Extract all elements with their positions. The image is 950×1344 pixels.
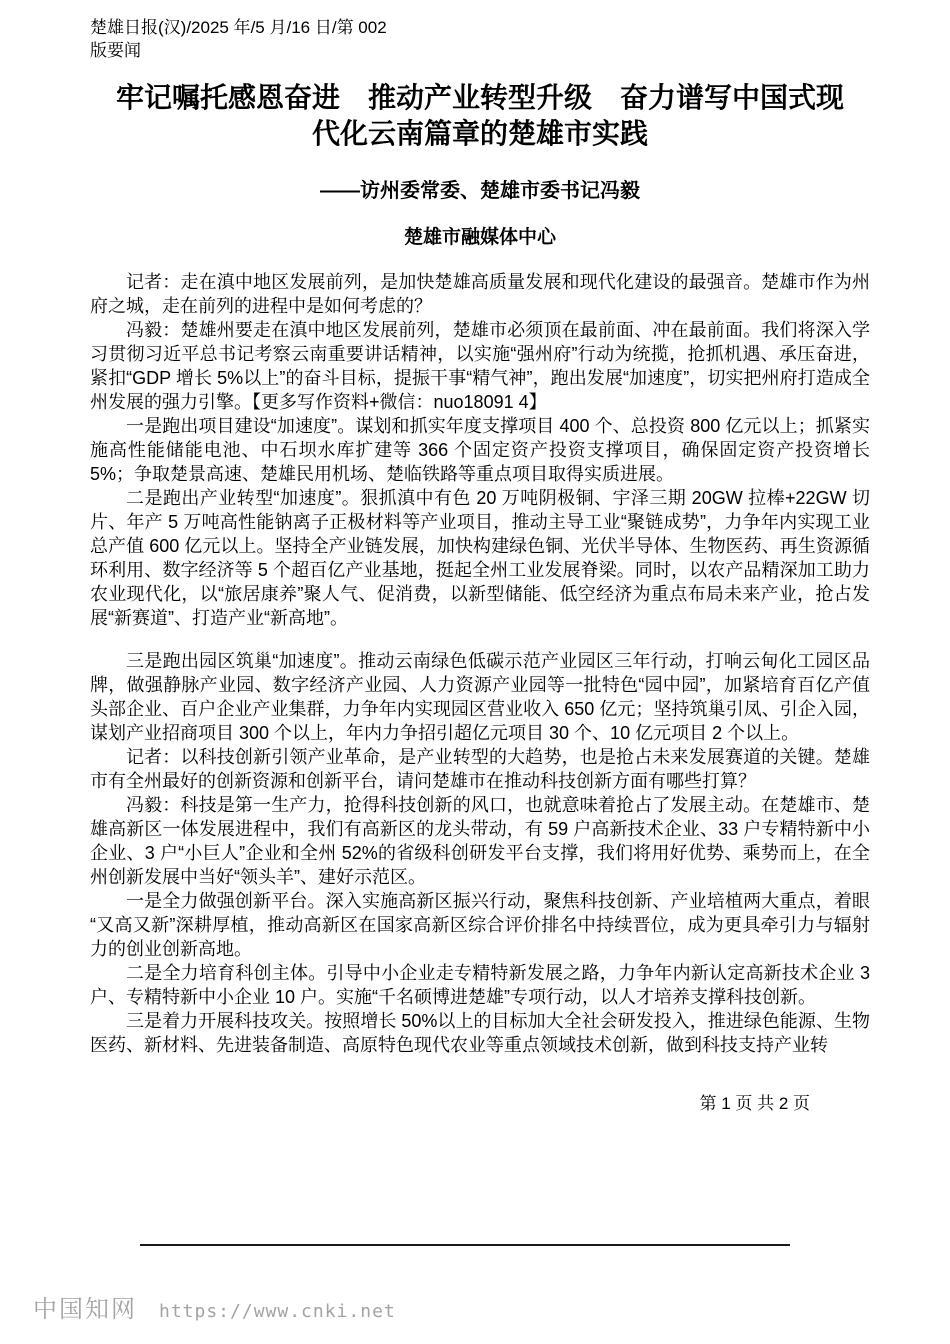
article-paragraph: 二是跑出产业转型“加速度”。狠抓滇中有色 20 万吨阴极铜、宇泽三期 20GW 拉棒+22GW 切片、年产 5 万吨高性能钠离子正极材料等产业项目，推动主导工业“聚链成势”，力争年内实现工业总产值 600 亿元以上。坚持全产业链发展，加快构建绿色铜、光伏半导体、生物医药、再生资源循环利用、数字经济等 5 个超百亿产业基地，挺起全州工业发展脊梁。同时，以农产品精深加工助力农业现代化，以“旅居康养”聚人气、促消费，以新型储能、低空经济为重点布局未来产业，抢占发展“新赛道”、打造产业“新高地”。 bbox=[90, 488, 870, 628]
article-paragraph: 一是全力做强创新平台。深入实施高新区振兴行动，聚焦科技创新、产业培植两大重点，着眼“又高又新”深耕厚植，推动高新区在国家高新区综合评价排名中持续晋位，成为更具牵引力与辐射力的创业创新高地。 bbox=[90, 891, 870, 959]
article-paragraph: 一是跑出项目建设“加速度”。谋划和抓实年度支撑项目 400 个、总投资 800 亿元以上；抓紧实施高性能储能电池、中石坝水库扩建等 366 个固定资产投资支撑项目，确保固定资产投资增长 5%；争取楚景高速、楚雄民用机场、楚临铁路等重点项目取得实质进展。 bbox=[90, 416, 870, 484]
article-paragraph: 记者：以科技创新引领产业革命，是产业转型的大趋势，也是抢占未来发展赛道的关键。楚雄市有全州最好的创新资源和创新平台，请问楚雄市在推动科技创新方面有哪些打算？ bbox=[90, 747, 870, 791]
cnki-watermark bbox=[33, 1289, 396, 1324]
article-paragraph: 记者：走在滇中地区发展前列，是加快楚雄高质量发展和现代化建设的最强音。楚雄市作为州府之城，走在前列的进程中是如何考虑的？ bbox=[90, 272, 870, 316]
article-author: 楚雄市融媒体中心 bbox=[403, 227, 556, 248]
document-content bbox=[90, 16, 870, 1115]
article-paragraph: 冯毅：楚雄州要走在滇中地区发展前列，楚雄市必须顶在最前面、冲在最前面。我们将深入学习贯彻习近平总书记考察云南重要讲话精神，以实施“强州府”行动为统揽，抢抓机遇、承压奋进，紧扣“GDP 增长 5%以上”的奋斗目标，提振干事“精气神”，跑出发展“加速度”，切实把州府打造成全州发展的强力引擎。【更多写作资料+微信：nuo18091 4】 bbox=[90, 320, 870, 412]
source-header-line2: 版要闻 bbox=[90, 41, 141, 60]
article-paragraph: 冯毅：科技是第一生产力，抢得科技创新的风口，也就意味着抢占了发展主动。在楚雄市、楚雄高新区一体发展进程中，我们有高新区的龙头带动，有 59 户高新技术企业、33 户专精特新中小企业、3 户“小巨人”企业和全州 52%的省级科创研发平台支撑，我们将用好优势、乘势而上，在全州创新发展中当好“领头羊”、建好示范区。 bbox=[90, 795, 870, 887]
cnki-brand-logo: 中国知网 bbox=[33, 1297, 137, 1323]
page-separator-line bbox=[140, 1244, 790, 1246]
cnki-url: https://www.cnki.net bbox=[159, 1301, 396, 1322]
article-title bbox=[90, 80, 870, 152]
page-number: 第 1 页 共 2 页 bbox=[699, 1094, 810, 1113]
article-body bbox=[90, 270, 870, 1057]
article-title-line1: 牢记嘱托感恩奋进 推动产业转型升级 奋力谱写中国式现 bbox=[115, 82, 844, 113]
article-paragraph: 二是全力培育科创主体。引导中小企业走专精特新发展之路，力争年内新认定高新技术企业 3 户、专精特新中小企业 10 户。实施“千名硕博进楚雄”专项行动，以人才培养支撑科技创新。 bbox=[90, 963, 870, 1007]
article-paragraph: 三是着力开展科技攻关。按照增长 50%以上的目标加大全社会研发投入，推进绿色能源、生物医药、新材料、先进装备制造、高原特色现代农业等重点领域技术创新，做到科技支持产业转 bbox=[90, 1011, 870, 1055]
article-paragraph: 三是跑出园区筑巢“加速度”。推动云南绿色低碳示范产业园区三年行动，打响云甸化工园区品牌，做强静脉产业园、数字经济产业园、人力资源产业园等一批特色“园中园”，加紧培育百亿产值头部企业、百户企业产业集群，力争年内实现园区营业收入 650 亿元；坚持筑巢引凤、引企入园，谋划产业招商项目 300 个以上，年内力争招引超亿元项目 30 个、10 亿元项目 2 个以上。 bbox=[90, 651, 870, 743]
source-header bbox=[90, 16, 870, 62]
article-title-line2: 代化云南篇章的楚雄市实践 bbox=[311, 118, 648, 149]
source-header-line1: 楚雄日报(汉)/2025 年/5 月/16 日/第 002 bbox=[90, 18, 387, 37]
article-subtitle: ——访州委常委、楚雄市委书记冯毅 bbox=[320, 180, 640, 202]
